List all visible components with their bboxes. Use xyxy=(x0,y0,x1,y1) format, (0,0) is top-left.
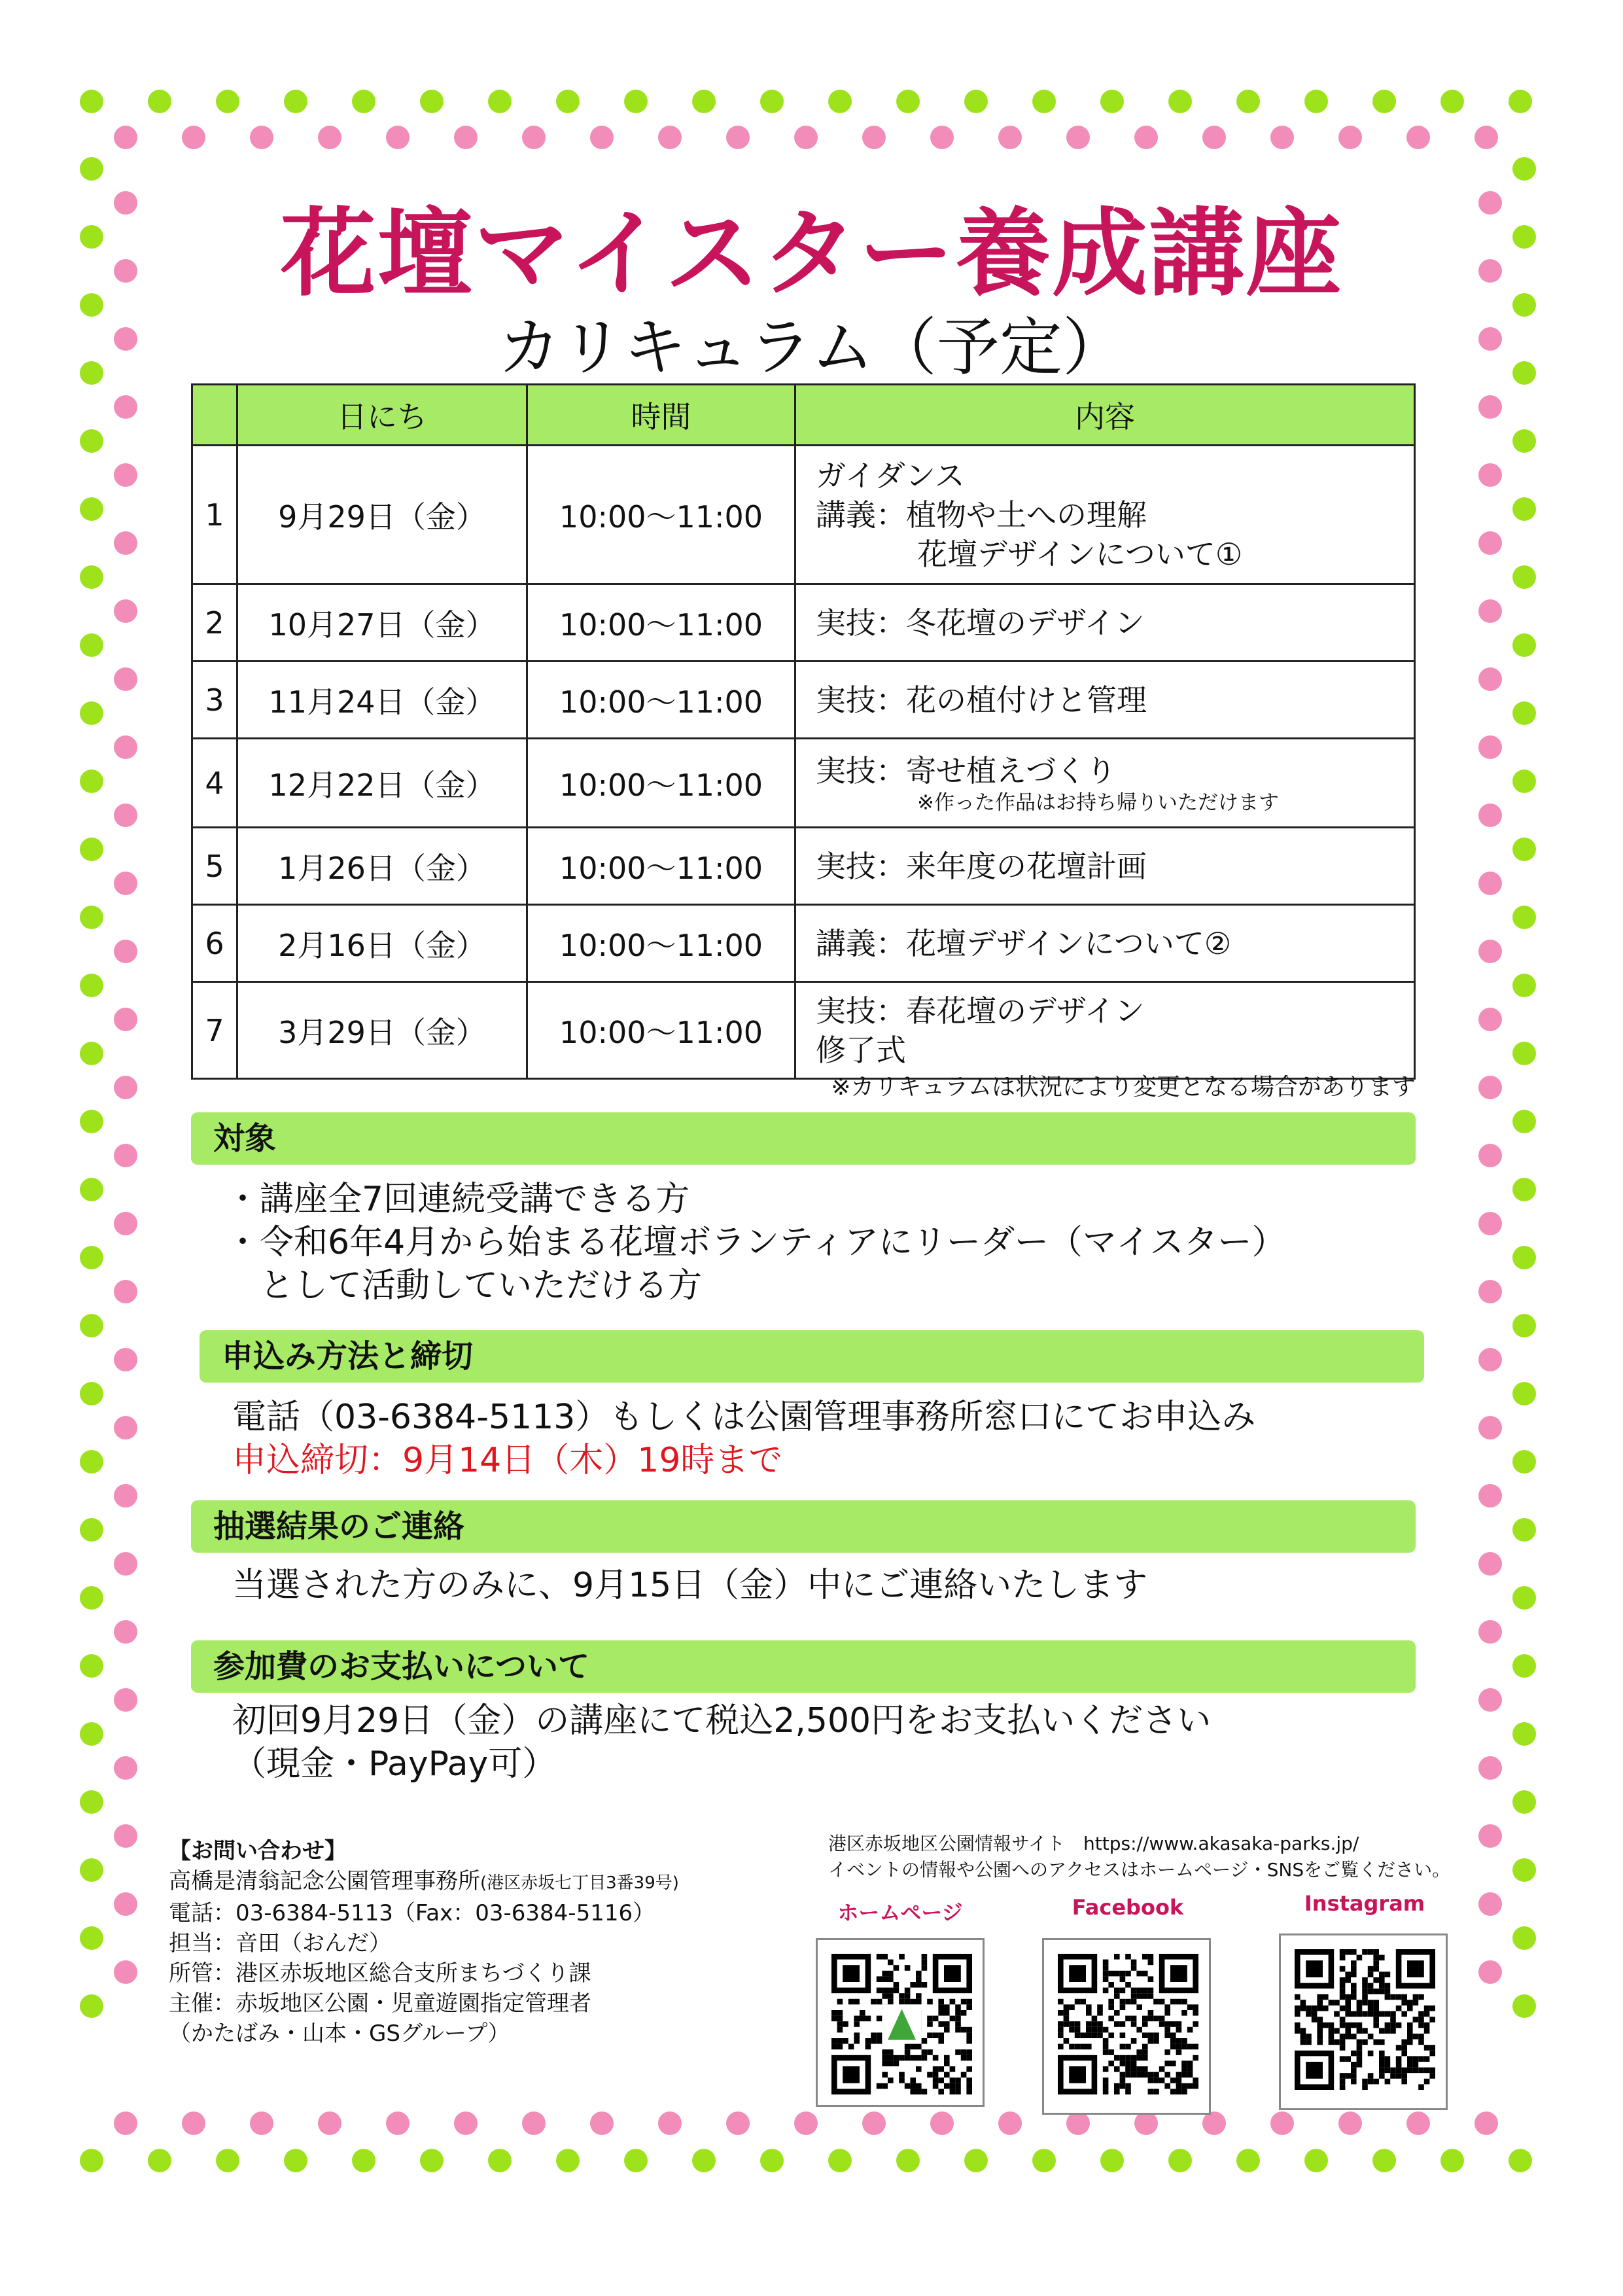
border-dot xyxy=(80,1314,103,1337)
fee-line: 初回9月29日（金）の講座にて税込2,500円をお支払いください xyxy=(232,1701,1212,1740)
border-dot xyxy=(1512,1450,1536,1474)
border-dot xyxy=(114,2111,137,2135)
border-dot xyxy=(1478,1144,1502,1167)
border-dot xyxy=(964,2149,988,2172)
border-dot xyxy=(1478,395,1502,419)
contact-office: 高橋是清翁記念公園管理事務所 xyxy=(169,1868,480,1894)
border-dot xyxy=(80,90,103,113)
table-row xyxy=(192,739,1415,828)
border-dot xyxy=(1066,2111,1090,2135)
contact-jurisdiction: 所管：港区赤坂地区総合支所まちづくり課 xyxy=(169,1960,591,1987)
border-dot xyxy=(80,497,103,521)
content-line: 講義：植物や土への理解 xyxy=(816,497,1147,533)
border-dot xyxy=(760,2149,784,2172)
border-dot xyxy=(556,90,580,113)
border-dot xyxy=(114,940,137,963)
row-number: 6 xyxy=(192,905,237,982)
border-dot xyxy=(1478,463,1502,487)
border-dot xyxy=(250,2111,273,2135)
border-dot xyxy=(1478,1484,1502,1508)
qr-pattern xyxy=(831,1954,972,2094)
border-dot xyxy=(1440,90,1464,113)
border-dot xyxy=(114,1892,137,1916)
target-text xyxy=(226,1178,1285,1307)
border-dot xyxy=(80,1246,103,1269)
border-dot xyxy=(1478,940,1502,963)
border-dot xyxy=(1202,2111,1226,2135)
border-dot xyxy=(1372,90,1396,113)
border-dot xyxy=(1512,429,1536,453)
border-dot xyxy=(1478,1688,1502,1712)
border-dot xyxy=(80,974,103,997)
border-dot xyxy=(1202,126,1226,149)
border-dot xyxy=(828,90,852,113)
border-dot xyxy=(1406,126,1430,149)
border-dot xyxy=(1512,497,1536,521)
curriculum-footnote: ※カリキュラムは状況により変更となる場合があります xyxy=(831,1074,1416,1101)
border-dot xyxy=(114,1824,137,1848)
table-row xyxy=(192,905,1415,982)
border-dot xyxy=(1512,906,1536,929)
qr-pattern xyxy=(1295,1949,1435,2090)
border-dot xyxy=(80,1178,103,1201)
border-dot xyxy=(114,1008,137,1031)
border-dot xyxy=(1512,1110,1536,1133)
border-dot xyxy=(352,2149,375,2172)
border-dot xyxy=(692,90,716,113)
border-dot xyxy=(1512,1654,1536,1678)
border-dot xyxy=(216,90,239,113)
border-dot xyxy=(998,2111,1022,2135)
section-heading-lottery: 抽選結果のご連絡 xyxy=(191,1500,1416,1553)
border-dot xyxy=(896,90,920,113)
border-dot xyxy=(1100,90,1124,113)
border-dot xyxy=(114,1076,137,1099)
border-dot xyxy=(182,2111,205,2135)
border-dot xyxy=(80,1994,103,2018)
border-dot xyxy=(80,565,103,589)
border-dot xyxy=(1478,1824,1502,1848)
border-dot xyxy=(726,2111,750,2135)
table-row xyxy=(192,662,1415,739)
border-dot xyxy=(420,90,444,113)
border-dot xyxy=(1512,1722,1536,1746)
border-dot xyxy=(80,1382,103,1405)
border-dot xyxy=(114,1144,137,1167)
content-note: ※作った作品はお持ち帰りいただけます xyxy=(917,790,1279,815)
table-header-row xyxy=(192,385,1415,446)
border-dot xyxy=(114,126,137,149)
section-heading-target: 対象 xyxy=(191,1112,1416,1165)
border-dot xyxy=(114,463,137,487)
border-dot xyxy=(1512,769,1536,793)
border-dot xyxy=(216,2149,239,2172)
content-line: 修了式 xyxy=(816,1032,906,1068)
border-dot xyxy=(318,126,341,149)
border-dot xyxy=(1512,1790,1536,1814)
row-number: 3 xyxy=(192,662,237,739)
contact-address: (港区赤坂七丁目3番39号) xyxy=(480,1873,679,1893)
border-dot xyxy=(1270,126,1294,149)
border-dot xyxy=(114,1212,137,1235)
border-dot xyxy=(964,90,988,113)
site-info xyxy=(828,1831,1450,1883)
target-line: ・令和6年4月から始まる花壇ボランティアにリーダー（マイスター） xyxy=(226,1223,1286,1262)
border-dot xyxy=(1478,735,1502,759)
border-dot xyxy=(1475,126,1498,149)
border-dot xyxy=(1134,2111,1158,2135)
row-time: 10:00～11:00 xyxy=(527,662,795,739)
border-dot xyxy=(1512,701,1536,725)
border-dot xyxy=(692,2149,716,2172)
border-dot xyxy=(1512,1926,1536,1950)
border-dot xyxy=(726,126,750,149)
border-dot xyxy=(794,126,818,149)
border-dot xyxy=(386,126,410,149)
border-dot xyxy=(658,126,682,149)
border-dot xyxy=(284,2149,307,2172)
border-dot xyxy=(80,1790,103,1814)
border-dot xyxy=(1270,2111,1294,2135)
border-dot xyxy=(1100,2149,1124,2172)
border-dot xyxy=(590,126,614,149)
table-row xyxy=(192,446,1415,584)
page-subtitle: カリキュラム（予定） xyxy=(497,311,1126,384)
row-content xyxy=(795,446,1415,584)
lottery-text: 当選された方のみに、9月15日（金）中にご連絡いたします xyxy=(232,1566,1148,1605)
border-dot xyxy=(522,126,546,149)
border-dot xyxy=(930,126,954,149)
border-dot xyxy=(1512,1042,1536,1065)
border-dot xyxy=(80,1586,103,1610)
border-dot xyxy=(114,531,137,555)
site-url-line: 港区赤坂地区公園情報サイト https://www.akasaka-parks.jp/ xyxy=(828,1833,1359,1854)
row-time: 10:00～11:00 xyxy=(527,905,795,982)
row-number: 5 xyxy=(192,828,237,905)
row-date: 12月22日（金） xyxy=(237,739,527,828)
border-dot xyxy=(80,1518,103,1542)
qr-label-home: ホームページ xyxy=(837,1900,963,1925)
table-row xyxy=(192,584,1415,662)
row-time: 10:00～11:00 xyxy=(527,446,795,584)
table-row xyxy=(192,982,1415,1079)
header-date: 日にち xyxy=(237,385,527,446)
apply-line: 電話（03-6384-5113）もしくは公園管理事務所窓口にてお申込み xyxy=(232,1398,1256,1437)
border-dot xyxy=(658,2111,682,2135)
row-date: 11月24日（金） xyxy=(237,662,527,739)
border-dot xyxy=(182,126,205,149)
border-dot xyxy=(1304,2149,1328,2172)
site-guide-line: イベントの情報や公園へのアクセスはホームページ・SNSをご覧ください。 xyxy=(828,1859,1451,1881)
border-dot xyxy=(624,90,648,113)
border-dot xyxy=(488,90,512,113)
border-dot xyxy=(80,1858,103,1882)
facebook-qr-code[interactable] xyxy=(1042,1938,1211,2115)
contact-staff: 担当：音田（おんだ） xyxy=(169,1930,391,1956)
border-dot xyxy=(386,2111,410,2135)
border-dot xyxy=(556,2149,580,2172)
border-dot xyxy=(998,126,1022,149)
border-dot xyxy=(1478,1212,1502,1235)
border-dot xyxy=(1168,2149,1192,2172)
border-dot xyxy=(318,2111,341,2135)
border-dot xyxy=(250,126,273,149)
qr-label-instagram: Instagram xyxy=(1304,1891,1425,1916)
border-dot xyxy=(114,1960,137,1984)
border-dot xyxy=(80,1654,103,1678)
border-dot xyxy=(590,2111,614,2135)
row-number: 4 xyxy=(192,739,237,828)
border-dot xyxy=(148,2149,171,2172)
section-heading-fee: 参加費のお支払いについて xyxy=(191,1640,1416,1693)
border-dot xyxy=(80,838,103,861)
border-dot xyxy=(80,2149,103,2172)
border-dot xyxy=(1478,804,1502,827)
border-dot xyxy=(1512,1314,1536,1337)
border-dot xyxy=(454,2111,478,2135)
border-dot xyxy=(1512,1246,1536,1269)
row-time: 10:00～11:00 xyxy=(527,828,795,905)
border-dot xyxy=(1478,1552,1502,1576)
qr-pattern xyxy=(1058,1954,1198,2094)
border-dot xyxy=(80,1110,103,1133)
row-content xyxy=(795,905,1415,982)
row-date: 1月26日（金） xyxy=(237,828,527,905)
border-dot xyxy=(1478,1348,1502,1371)
border-dot xyxy=(1372,2149,1396,2172)
border-dot xyxy=(114,1484,137,1508)
border-dot xyxy=(794,2111,818,2135)
border-dot xyxy=(114,395,137,419)
row-time: 10:00～11:00 xyxy=(527,739,795,828)
deadline-text: 申込締切：9月14日（木）19時まで xyxy=(232,1441,783,1480)
border-dot xyxy=(1512,974,1536,997)
fee-text xyxy=(232,1699,1211,1786)
border-dot xyxy=(284,90,307,113)
border-dot xyxy=(114,1620,137,1644)
border-dot xyxy=(522,2111,546,2135)
content-line: 実技：来年度の花壇計画 xyxy=(816,848,1147,884)
border-dot xyxy=(114,599,137,623)
contact-block xyxy=(169,1836,679,2049)
border-dot xyxy=(114,1688,137,1712)
row-content xyxy=(795,982,1415,1079)
curriculum-table xyxy=(191,383,1416,1080)
homepage-qr-code[interactable] xyxy=(816,1938,985,2107)
content-line: 実技：冬花壇のデザイン xyxy=(816,605,1145,641)
border-dot xyxy=(1512,1382,1536,1405)
border-dot xyxy=(1512,1994,1536,2018)
table-row xyxy=(192,828,1415,905)
row-number: 1 xyxy=(192,446,237,584)
border-dot xyxy=(760,90,784,113)
page-title: 花壇マイスター養成講座 xyxy=(280,198,1343,309)
border-dot xyxy=(148,90,171,113)
section-heading-apply: 申込み方法と締切 xyxy=(200,1330,1424,1383)
content-line: ガイダンス xyxy=(816,457,965,493)
border-dot xyxy=(80,1042,103,1065)
border-dot xyxy=(1440,2149,1464,2172)
border-dot xyxy=(1236,2149,1260,2172)
border-dot xyxy=(1509,90,1532,113)
border-dot xyxy=(420,2149,444,2172)
border-dot xyxy=(1478,599,1502,623)
border-dot xyxy=(1475,2111,1498,2135)
target-line: として活動していただける方 xyxy=(260,1266,703,1305)
border-dot xyxy=(1478,667,1502,691)
row-date: 3月29日（金） xyxy=(237,982,527,1079)
border-dot xyxy=(862,2111,886,2135)
row-content xyxy=(795,662,1415,739)
border-dot xyxy=(114,1416,137,1439)
target-line: ・講座全7回連続受講できる方 xyxy=(226,1180,690,1219)
border-dot xyxy=(80,633,103,657)
border-dot xyxy=(1512,565,1536,589)
content-line: 実技：春花壇のデザイン xyxy=(816,993,1145,1029)
row-date: 2月16日（金） xyxy=(237,905,527,982)
border-dot xyxy=(114,735,137,759)
border-dot xyxy=(114,1552,137,1576)
border-dot xyxy=(896,2149,920,2172)
row-number: 2 xyxy=(192,584,237,662)
border-dot xyxy=(1338,126,1362,149)
border-dot xyxy=(624,2149,648,2172)
border-dot xyxy=(1478,1756,1502,1780)
row-time: 10:00～11:00 xyxy=(527,584,795,662)
row-content xyxy=(795,828,1415,905)
border-dot xyxy=(80,701,103,725)
border-dot xyxy=(1478,1892,1502,1916)
header-no xyxy=(192,385,237,446)
border-dot xyxy=(114,1756,137,1780)
border-dot xyxy=(1512,838,1536,861)
contact-phone: 電話：03-6384-5113（Fax：03-6384-5116） xyxy=(169,1900,655,1926)
border-dot xyxy=(80,429,103,453)
border-dot xyxy=(1512,633,1536,657)
border-dot xyxy=(1512,1518,1536,1542)
border-dot xyxy=(114,872,137,895)
row-time: 10:00～11:00 xyxy=(527,982,795,1079)
border-dot xyxy=(1478,1960,1502,1984)
contact-heading: 【お問い合わせ】 xyxy=(169,1838,347,1864)
row-content xyxy=(795,739,1415,828)
border-dot xyxy=(1168,90,1192,113)
border-dot xyxy=(1066,126,1090,149)
border-dot xyxy=(80,1450,103,1474)
border-dot xyxy=(930,2111,954,2135)
contact-organizer-groups: （かたばみ・山本・GSグループ） xyxy=(169,2021,510,2047)
border-dot xyxy=(1512,1586,1536,1610)
border-dot xyxy=(114,1348,137,1371)
content-line: 実技：花の植付けと管理 xyxy=(816,682,1147,718)
border-dot xyxy=(80,906,103,929)
border-dot xyxy=(1478,1620,1502,1644)
fee-line: （現金・PayPay可） xyxy=(232,1744,557,1784)
border-dot xyxy=(114,667,137,691)
border-dot xyxy=(1478,1280,1502,1303)
border-dot xyxy=(862,126,886,149)
border-dot xyxy=(1032,2149,1056,2172)
border-dot xyxy=(1478,1008,1502,1031)
row-date: 9月29日（金） xyxy=(237,446,527,584)
apply-text xyxy=(232,1396,1255,1482)
content-line: 実技：寄せ植えづくり xyxy=(816,752,1117,788)
border-dot xyxy=(1509,2149,1532,2172)
border-dot xyxy=(1478,531,1502,555)
border-dot xyxy=(488,2149,512,2172)
border-dot xyxy=(1304,90,1328,113)
border-dot xyxy=(1512,1858,1536,1882)
header-time: 時間 xyxy=(527,385,795,446)
row-content xyxy=(795,584,1415,662)
border-dot xyxy=(80,1722,103,1746)
border-dot xyxy=(1338,2111,1362,2135)
border-dot xyxy=(1134,126,1158,149)
border-dot xyxy=(1478,1416,1502,1439)
border-dot xyxy=(114,1280,137,1303)
row-date: 10月27日（金） xyxy=(237,584,527,662)
border-dot xyxy=(1032,90,1056,113)
border-dot xyxy=(828,2149,852,2172)
border-dot xyxy=(1236,90,1260,113)
border-dot xyxy=(352,90,375,113)
border-dot xyxy=(1512,1178,1536,1201)
border-dot xyxy=(1406,2111,1430,2135)
qr-label-facebook: Facebook xyxy=(1072,1895,1184,1920)
content-line: 講義：花壇デザインについて② xyxy=(816,925,1232,961)
border-dot xyxy=(80,769,103,793)
border-dot xyxy=(114,804,137,827)
contact-organizer: 主催：赤坂地区公園・児童遊園指定管理者 xyxy=(169,1990,591,2017)
border-dot xyxy=(1478,1076,1502,1099)
border-dot xyxy=(80,1926,103,1950)
instagram-qr-code[interactable] xyxy=(1279,1934,1448,2110)
header-content: 内容 xyxy=(795,385,1415,446)
border-dot xyxy=(454,126,478,149)
border-dot xyxy=(1478,872,1502,895)
content-line: 花壇デザインについて① xyxy=(917,536,1243,572)
row-number: 7 xyxy=(192,982,237,1079)
